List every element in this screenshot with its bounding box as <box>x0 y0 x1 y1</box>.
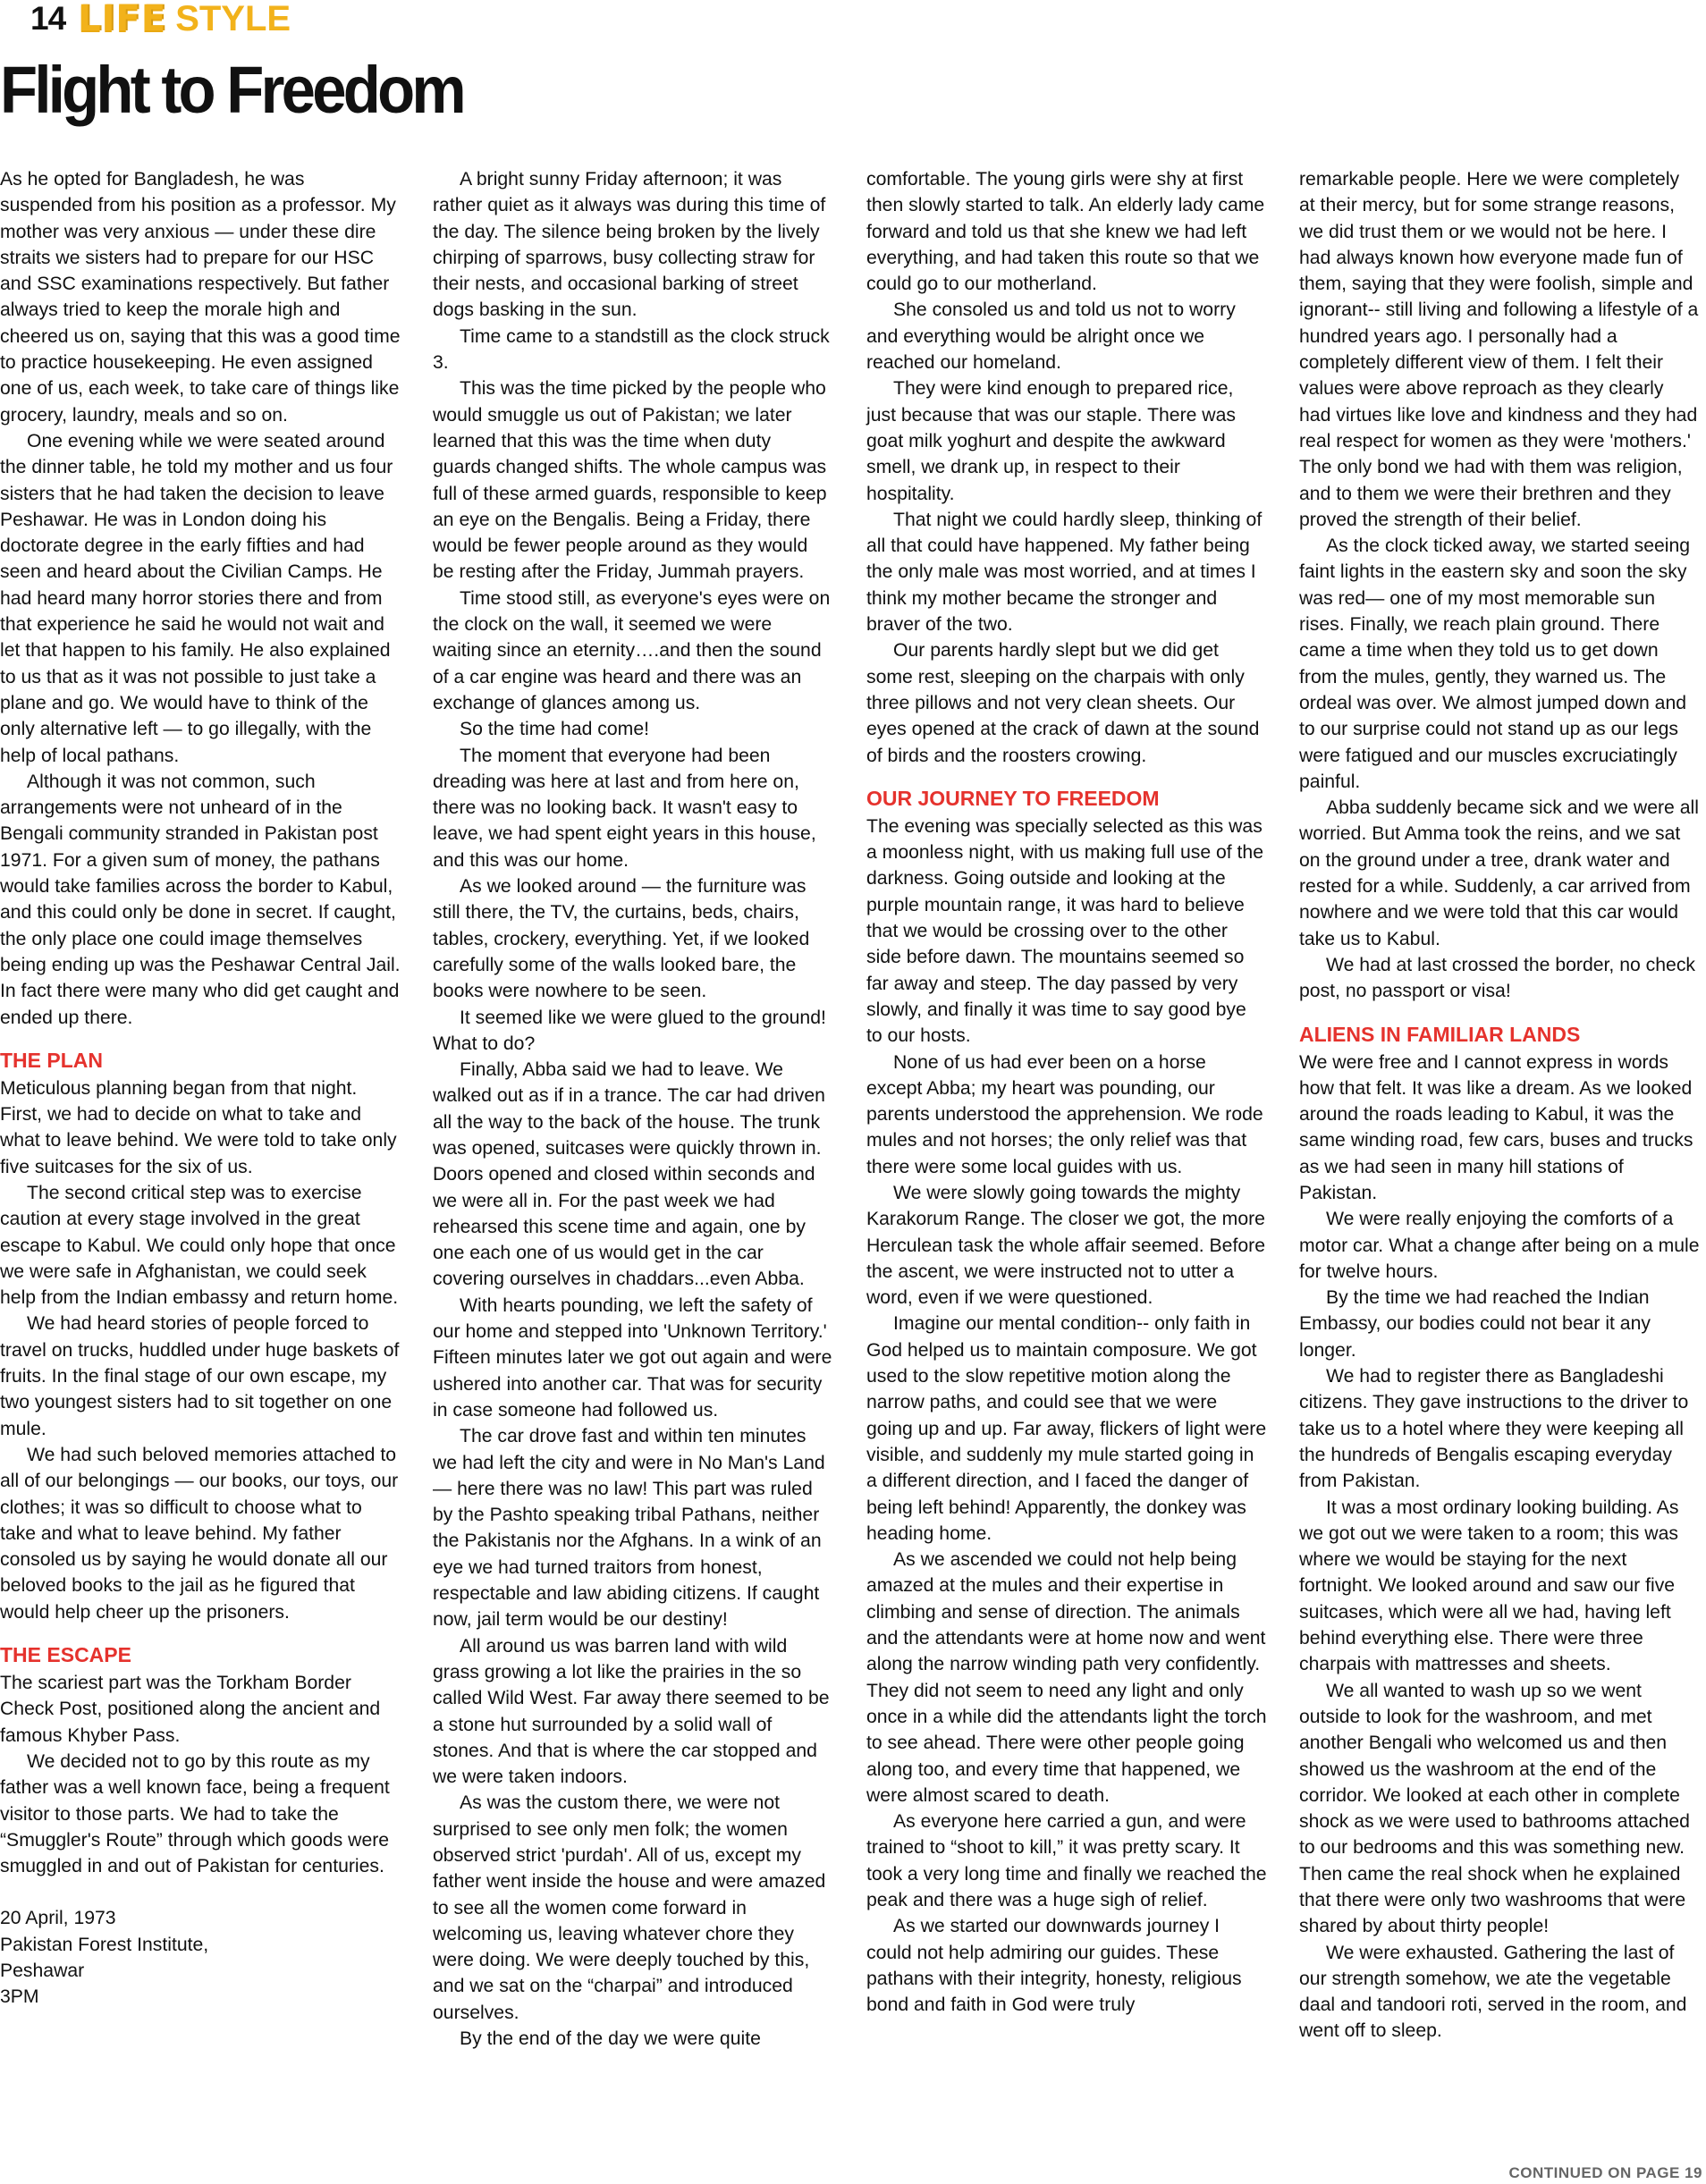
paragraph: None of us had ever been on a horse except Abba; my heart was pounding, our parents understood the apprehension. We rode mules and not horses; the only relief was that there were some local guides with us. <box>866 1051 1263 1177</box>
dateline-city: Peshawar <box>0 1961 85 1981</box>
paragraph: As we ascended we could not help being amazed at the mules and their expertise in climbing and sense of direction. The animals and the attendants were at home now and went along the narrow winding path very confidently. They did not seem to need any light and only once in a while did the attendants light the torch to see ahead. There were other people going along too, and every time that happened, we were almost scared to death. <box>866 1549 1267 1806</box>
section-logo <box>78 0 291 39</box>
paragraph: They were kind enough to prepared rice, just because that was our staple. There was goat milk yoghurt and despite the awkward smell, we drank up, in respect to their hospitality. <box>866 378 1236 504</box>
paragraph: As everyone here carried a gun, and were trained to “shoot to kill,” it was pretty scary. It took a very long time and finally we reached the peak and there was a huge sigh of relief. <box>866 1811 1267 1910</box>
paragraph: We were free and I cannot express in words how that felt. It was like a dream. As we looked around the roads leading to Kabul, it was the same winding road, few cars, buses and trucks as we had seen in many hill stations of Pakistan. <box>1299 1051 1693 1203</box>
paragraph: Time came to a standstill as the clock struck 3. <box>433 325 830 374</box>
continued-on-page: CONTINUED ON PAGE 19 <box>1508 2164 1702 2181</box>
paragraph: Imagine our mental condition-- only faith in God helped us to maintain composure. We got used to the slow repetitive motion along the narrow paths, and could see that we were going up and up. Far away, flickers of light were visible, and suddenly my mule started going in a different direction, and I faced the danger of being left behind! Apparently, the donkey was heading home. <box>866 1313 1267 1544</box>
paragraph: By the time we had reached the Indian Embassy, our bodies could not bear it any longer. <box>1299 1287 1651 1361</box>
paragraph: That night we could hardly sleep, thinking of all that could have happened. My father being the only male was most worried, and at times I think my mother became the stronger and braver of the two. <box>866 509 1263 636</box>
subhead-our-journey-to-freedom: OUR JOURNEY TO FREEDOM <box>866 786 1160 810</box>
page-number: 14 <box>30 0 66 37</box>
paragraph: We all wanted to wash up so we went outside to look for the washroom, and met another Bengali who welcomed us and then showed us the washroom at the end of the corridor. We looked at each other in complete shock as we were used to bathrooms attached to our bedrooms and this was something new. Then came the real shock when he explained that there were only two washrooms that were shared by about thirty people! <box>1299 1680 1690 1937</box>
subhead-the-plan: THE PLAN <box>0 1048 103 1072</box>
paragraph: We were really enjoying the comforts of a motor car. What a change after being on a mule for twelve hours. <box>1299 1209 1700 1282</box>
paragraph: The scariest part was the Torkham Border Check Post, positioned along the ancient and famous Khyber Pass. <box>0 1673 381 1746</box>
article-column-4 <box>1299 166 1700 2045</box>
section-logo-life: LIFE <box>78 0 167 39</box>
paragraph: It seemed like we were glued to the ground! What to do? <box>433 1007 826 1054</box>
paragraph: We had such beloved memories attached to all of our belongings — our books, our toys, our clothes; it was so difficult to choose what to take and what to leave behind. My father consoled us by saying he would donate all our beloved books to the jail as he figured that would help cheer up the prisoners. <box>0 1444 399 1623</box>
paragraph: comfortable. The young girls were shy at first then slowly started to talk. An elderly lady came forward and told us that she knew we had left everything, and had taken this route so that we could go to our motherland. <box>866 169 1265 295</box>
paragraph: As we looked around — the furniture was still there, the TV, the curtains, beds, chairs, tables, crockery, everything. Yet, if we looked carefully some of the walls looked bare, the books were nowhere to be seen. <box>433 876 810 1002</box>
paragraph: We were slowly going towards the mighty Karakorum Range. The closer we got, the more Herculean task the whole affair seemed. Before the ascent, we were instructed not to utter a word, even if we were questioned. <box>866 1182 1265 1309</box>
paragraph: With hearts pounding, we left the safety of our home and stepped into 'Unknown Territory.' Fifteen minutes later we got out again and were ushered into another car. That was for security in case someone had followed us. <box>433 1294 832 1421</box>
paragraph: As he opted for Bangladesh, he was suspended from his position as a professor. My mother was very anxious — under these dire straits we sisters had to prepare for our HSC and SSC examinations respectively. But father always tried to keep the morale high and cheered us on, saying that this was a good time to practice housekeeping. He even assigned one of us, each week, to take care of things like grocery, laundry, meals and so on. <box>0 169 401 426</box>
paragraph: Abba suddenly became sick and we were all worried. But Amma took the reins, and we sat on the ground under a tree, drank water and rested for a while. Suddenly, a car arrived from nowhere and we were told that this car would take us to Kabul. <box>1299 797 1699 949</box>
paragraph: As we started our downwards journey I could not help admiring our guides. These pathans with their integrity, honesty, religious bond and faith in God were truly <box>866 1916 1242 2016</box>
dateline-date: 20 April, 1973 <box>0 1908 116 1929</box>
paragraph: All around us was barren land with wild grass growing a lot like the prairies in the so called Wild West. Far away there seemed to be a stone hut surrounded by a solid wall of stones. And that is where the car stopped and we were taken indoors. <box>433 1635 830 1788</box>
paragraph: remarkable people. Here we were completely at their mercy, but for some strange reasons, we did trust them or we would not be here. I had always known how everyone made fun of them, saying that they were foolish, simple and ignorant-- still living and following a lifestyle of a hundred years ago. I personally had a completely different view of them. I felt their values were above reproach as they clearly had virtues like love and kindness and they had real respect for women as they were 'mothers.' The only bond we had with them was religion, and to them we were their brethren and they proved the strength of their belief. <box>1299 169 1699 530</box>
headline: Flight to Freedom <box>0 53 463 127</box>
paragraph: Our parents hardly slept but we did get some rest, sleeping on the charpais with only three pillows and not very clean sheets. Our eyes opened at the crack of dawn at the sound of birds and the roosters crowing. <box>866 640 1260 766</box>
dateline-place: Pakistan Forest Institute, <box>0 1934 209 1955</box>
paragraph: As was the custom there, we were not surprised to see only men folk; the women observed strict 'purdah'. All of us, except my father went inside the house and were amazed to see all the women come forward in welcoming us, leaving whatever chore they were doing. We were deeply touched by this, and we sat on the “charpai” and introduced ourselves. <box>433 1792 826 2023</box>
paragraph: The second critical step was to exercise caution at every stage involved in the great escape to Kabul. We could only hope that once we were safe in Afghanistan, we could seek help from the Indian embassy and return home. <box>0 1182 399 1309</box>
paragraph: One evening while we were seated around the dinner table, he told my mother and us four sisters that he had taken the decision to leave Peshawar. He was in London doing his doctorate degree in the early fifties and had seen and heard about the Civilian Camps. He had heard many horror stories there and from that experience he said he would not wait and let that happen to his family. He also explained to us that as it was not possible to just take a plane and go. We would have to think of the only alternative left — to go illegally, with the help of local pathans. <box>0 430 393 766</box>
paragraph: She consoled us and told us not to worry and everything would be alright once we reached our homeland. <box>866 299 1236 374</box>
paragraph: Although it was not common, such arrangements were not unheard of in the Bengali community stranded in Pakistan post 1971. For a given sum of money, the pathans would take families across the border to Kabul, and this could only be done in secret. If caught, the only place one could image themselves being ending up was the Peshawar Central Jail. In fact there were many who did get caught and ended up there. <box>0 771 401 1028</box>
spacer <box>0 1879 401 1905</box>
paragraph: It was a most ordinary looking building. As we got out we were taken to a room; this was where we would be staying for the next fortnight. We looked around and saw our five suitcases, which were all we had, having left behind everything else. There were three charpais with mattresses and sheets. <box>1299 1497 1679 1675</box>
paragraph: By the end of the day we were quite <box>460 2028 761 2050</box>
subhead-the-escape: THE ESCAPE <box>0 1643 131 1667</box>
paragraph: We had to register there as Bangladeshi citizens. They gave instructions to the driver to take us to a hotel where they were keeping all the hundreds of Bengalis escaping everyday from Pakistan. <box>1299 1366 1689 1492</box>
dateline-time: 3PM <box>0 1986 39 2008</box>
paragraph: This was the time picked by the people who would smuggle us out of Pakistan; we later learned that this was the time when duty guards changed shifts. The whole campus was full of these armed guards, responsible to keep an eye on the Bengalis. Being a Friday, there would be fewer people around as they would be resting after the Friday, Jummah prayers. <box>433 378 827 583</box>
paragraph: We were exhausted. Gathering the last of our strength somehow, we ate the vegetable daal and tandoori roti, served in the room, and went off to sleep. <box>1299 1942 1687 2042</box>
masthead <box>30 0 291 38</box>
paragraph: We had at last crossed the border, no check post, no passport or visa! <box>1299 954 1696 1002</box>
article-column-3 <box>866 166 1267 2018</box>
paragraph: Finally, Abba said we had to leave. We walked out as if in a trance. The car had driven all the way to the back of the house. The trunk was opened, suitcases were quickly thrown in. Doors opened and closed within seconds and we were all in. For the past week we had rehearsed this scene time and again, one by one each one of us would get in the car covering ourselves in chaddars...even Abba. <box>433 1059 825 1290</box>
paragraph: So the time had come! <box>460 719 649 740</box>
subhead-aliens-in-familiar-lands: ALIENS IN FAMILIAR LANDS <box>1299 1022 1581 1046</box>
paragraph: We had heard stories of people forced to travel on trucks, huddled under huge baskets of fruits. In the final stage of our own escape, my two youngest sisters had to sit together on one mule. <box>0 1313 400 1439</box>
paragraph: A bright sunny Friday afternoon; it was rather quiet as it always was during this time of the day. The silence being broken by the lively chirping of sparrows, busy collecting straw for their nests, and occasional barking of street dogs basking in the sun. <box>433 169 826 321</box>
paragraph: The moment that everyone had been dreading was here at last and from here on, there was no looking back. It wasn't easy to leave, we had spent eight years in this house, and this was our home. <box>433 745 816 871</box>
paragraph: Meticulous planning began from that night. First, we had to decide on what to take and what to leave behind. We were told to take only five suitcases for the six of us. <box>0 1077 397 1177</box>
article-column-1 <box>0 166 401 2011</box>
paragraph: The car drove fast and within ten minutes we had left the city and were in No Man's Land — here there was no law! This part was ruled by the Pashto speaking tribal Pathans, neither the Pakistanis nor the Afghans. In a wink of an eye we had turned traitors from honest, respectable and law abiding citizens. If caught now, jail term would be our destiny! <box>433 1426 825 1631</box>
section-logo-style: STYLE <box>175 0 291 38</box>
paragraph: The evening was specially selected as this was a moonless night, with us making full use of the darkness. Going outside and looking at the purple mountain range, it was hard to believe that we would be crossing over to the other side before dawn. The mountains seemed so far away and steep. The day passed by very slowly, and finally it was time to say good bye to our hosts. <box>866 815 1263 1047</box>
paragraph: As the clock ticked away, we started seeing faint lights in the eastern sky and soon the sky was red— one of my most memorable sun rises. Finally, we reach plain ground. There came a time when they told us to get down from the mules, gently, they warned us. The ordeal was over. We almost jumped down and to our surprise could not stand up as our legs were fatigued and our muscles excruciatingly painful. <box>1299 535 1691 792</box>
article-column-2 <box>433 166 833 2052</box>
paragraph: Time stood still, as everyone's eyes were on the clock on the wall, it seemed we were waiting since an eternity….and then the sound of a car engine was heard and there was an exchange of glances among us. <box>433 587 831 713</box>
paragraph: We decided not to go by this route as my father was a well known face, being a frequent visitor to those parts. We had to take the “Smuggler's Route” through which goods were smuggled in and out of Pakistan for centuries. <box>0 1750 390 1877</box>
